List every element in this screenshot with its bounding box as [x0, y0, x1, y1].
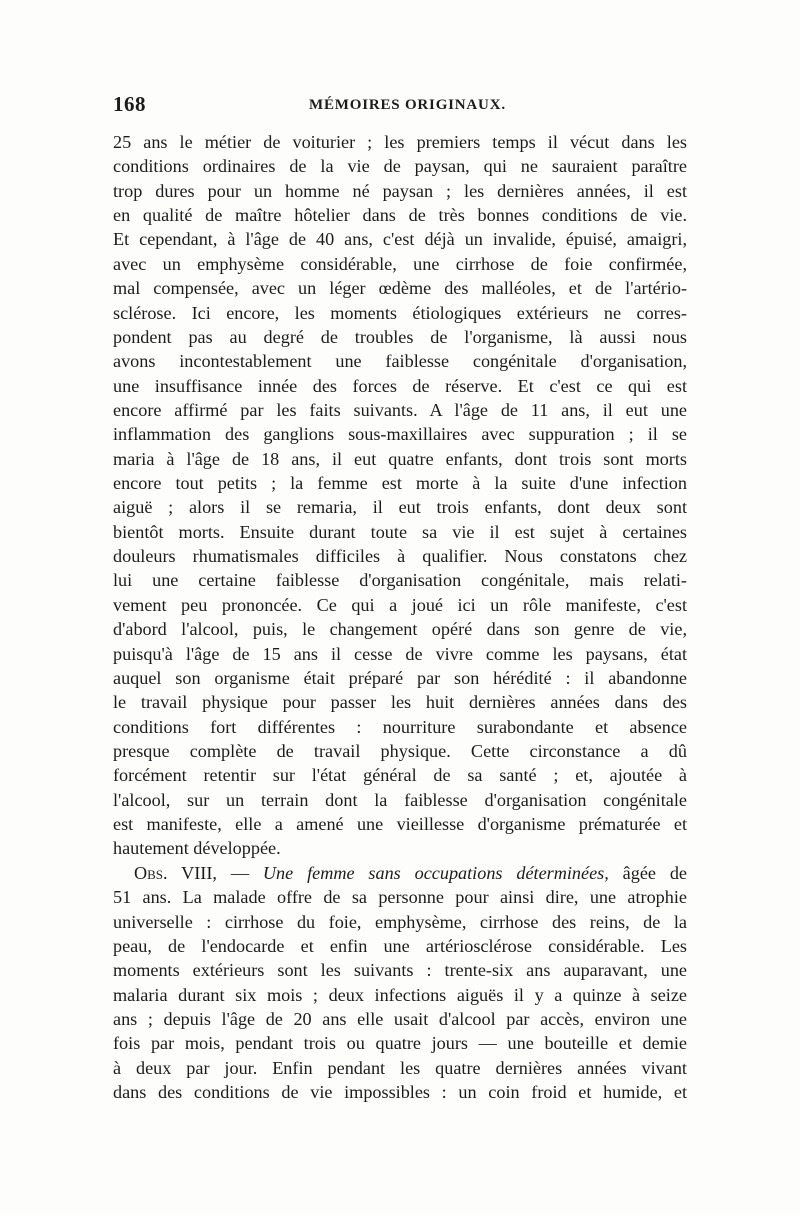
observation-heading-rest: âgée de — [608, 862, 687, 883]
text-line: à deux par jour. Enfin pendant les quatre dernières années vivant — [113, 1057, 687, 1078]
running-head — [113, 92, 687, 120]
text-line: encore tout petits ; la femme est morte à la suite d'une infection — [113, 473, 687, 494]
running-title: MÉMOIRES ORIGINAUX. — [309, 97, 506, 113]
text-line: est manifeste, elle a amené une vieillesse d'organisme prématurée et — [113, 814, 687, 835]
text-line: une insuffisance innée des forces de réserve. Et c'est ce qui est — [113, 375, 687, 396]
text-line: en qualité de maître hôtelier dans de très bonnes conditions de vie. — [113, 205, 687, 226]
text-line: avons incontestablement une faiblesse congénitale d'organisation, — [113, 351, 687, 372]
text-line: universelle : cirrhose du foie, emphysème, cirrhose des reins, de la — [113, 911, 687, 932]
text-line: hautement développée. — [113, 838, 281, 859]
page-number: 168 — [113, 92, 146, 116]
text-line: malaria durant six mois ; deux infections aiguës il y a quinze à seize — [113, 984, 687, 1005]
text-line: auquel son organisme était préparé par son hérédité : il abandonne — [113, 667, 687, 688]
text-line: vement peu prononcée. Ce qui a joué ici un rôle manifeste, c'est — [113, 594, 687, 615]
text-line: pondent pas au degré de troubles de l'organisme, là aussi nous — [113, 326, 687, 347]
observation-label: Obs. VIII, — [134, 862, 217, 883]
text-line: d'abord l'alcool, puis, le changement opéré dans son genre de vie, — [113, 619, 687, 640]
text-line: maria à l'âge de 18 ans, il eut quatre enfants, dont trois sont morts — [113, 448, 687, 469]
text-line: puisqu'à l'âge de 15 ans il cesse de vivre comme les paysans, état — [113, 643, 687, 664]
body-text — [113, 130, 687, 1104]
text-line: moments extérieurs sont les suivants : trente-six ans auparavant, une — [113, 960, 687, 981]
text-line: trop dures pour un homme né paysan ; les dernières années, il est — [113, 180, 687, 201]
observation-dash: — — [216, 862, 263, 883]
observation-heading-line — [113, 861, 687, 885]
text-line: peau, de l'endocarde et enfin une artériosclérose considérable. Les — [113, 935, 687, 956]
text-line: sclérose. Ici encore, les moments étiologiques extérieurs ne corres- — [113, 302, 687, 323]
text-line: conditions fort différentes : nourriture surabondante et absence — [113, 716, 687, 737]
text-line: aiguë ; alors il se remaria, il eut trois enfants, dont deux sont — [113, 497, 687, 518]
text-line: bientôt morts. Ensuite durant toute sa vie il est sujet à certaines — [113, 521, 687, 542]
text-line: fois par mois, pendant trois ou quatre jours — une bouteille et demie — [113, 1033, 687, 1054]
text-line: douleurs rhumatismales difficiles à qualifier. Nous constatons chez — [113, 546, 687, 567]
text-line: Et cependant, à l'âge de 40 ans, c'est déjà un invalide, épuisé, amaigri, — [113, 229, 687, 250]
text-line: lui une certaine faiblesse d'organisation congénitale, mais relati- — [113, 570, 687, 591]
text-line: ans ; depuis l'âge de 20 ans elle usait d'alcool par accès, environ une — [113, 1008, 687, 1029]
text-line: dans des conditions de vie impossibles : un coin froid et humide, et — [113, 1082, 687, 1103]
text-line: 25 ans le métier de voiturier ; les premiers temps il vécut dans les — [113, 132, 687, 152]
text-line: avec un emphysème considérable, une cirrhose de foie confirmée, — [113, 253, 687, 274]
text-line: l'alcool, sur un terrain dont la faiblesse d'organisation congénitale — [113, 789, 687, 810]
text-line: mal compensée, avec un léger œdème des malléoles, et de l'artério- — [113, 278, 687, 299]
text-line: presque complète de travail physique. Cette circonstance a dû — [113, 740, 687, 761]
text-line: 51 ans. La malade offre de sa personne pour ainsi dire, une atrophie — [113, 887, 687, 908]
text-line: inflammation des ganglions sous-maxillaires avec suppuration ; il se — [113, 424, 687, 445]
text-line: encore affirmé par les faits suivants. A l'âge de 11 ans, il eut une — [113, 399, 687, 420]
text-line: conditions ordinaires de la vie de paysan, qui ne sauraient paraître — [113, 156, 687, 177]
text-line: le travail physique pour passer les huit dernières années dans des — [113, 692, 687, 713]
observation-title: Une femme sans occupations déterminées, — [262, 862, 609, 883]
text-line: forcément retentir sur l'état général de sa santé ; et, ajoutée à — [113, 765, 687, 786]
